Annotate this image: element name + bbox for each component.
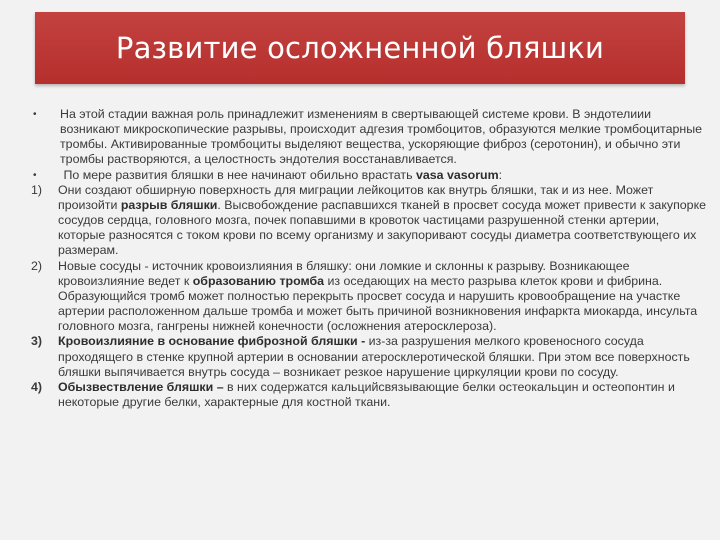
number-marker: 3): [31, 334, 43, 349]
number-marker: 4): [31, 379, 43, 394]
item-text-post: из-за разрушения мелкого кровеносного сосуда проходящего в стенке крупной артерии в основании атеросклеротической бляшки. При этом все поверхность бляшки выпячивается внутрь сосуда – возникает резкое нарушение циркуляции крови по сосуду.: [58, 334, 690, 379]
number-marker: 2): [31, 258, 43, 273]
item-text: [60, 168, 707, 183]
number-marker: 1): [31, 182, 43, 197]
list-item: [31, 334, 707, 379]
item-text-pre: Новые сосуды - источник кровоизлияния в бляшку: они ломкие и склонны к разрыву. Возникающее кровоизлияние ведет к: [58, 258, 630, 288]
item-text: [58, 380, 707, 410]
item-text: [58, 334, 707, 379]
item-text-post: из оседающих на место разрыва клеток крови и фибрина. Образующийся тромб может полностью перекрыть просвет сосуда и нарушить кровообращение на участке артерии расположенном дальше тромба и может быть причиной возникновения инфаркта миокарда, инсульта головного мозга, гангрены нижней конечности (осложнения атеросклероза).: [58, 273, 698, 334]
item-text-pre: Они создают обширную поверхность для миграции лейкоцитов как внутрь бляшки, так и из нее. Может произойти: [58, 182, 654, 212]
title-banner: [35, 12, 685, 84]
item-text: [58, 183, 707, 259]
item-text-bold: Обызвествление бляшки –: [58, 379, 228, 394]
item-text-bold: образованию тромба: [192, 273, 325, 288]
item-text: [58, 259, 707, 335]
item-text-post: :: [498, 167, 503, 182]
item-text-post: в них содержатся кальцийсвязывающие белки остеокальцин и остеопонтин и некоторые другие белки, характерные для костной ткани.: [58, 379, 675, 409]
slide-title: Развитие осложненной бляшки: [115, 31, 605, 65]
list-item: [31, 168, 707, 183]
item-text: На этой стадии важная роль принадлежит изменениям в свертывающей системе крови. В эндотелиии возникают микроскопические разрывы, происходит адгезия тромбоцитов, образуются мелкие тромбоцитарные тромбы. Активированные тромбоциты выделяют вещества, ускоряющие фиброз (серотонин), и обычно эти тромбы растворяются, а целостность эндотелия восстанавливается.: [60, 107, 702, 167]
bullet-marker: •: [33, 169, 37, 181]
item-text-post: . Высвобождение распавшихся тканей в просвет сосуда может привести к закупорке сосудов сердца, головного мозга, почек попавшими в кровоток частицами разрушенной стенки артерии, которые разносятся с током крови по всему организму и закупоривают сосуды диаметра соответствующего их размерам.: [58, 197, 707, 258]
list-item: [31, 380, 707, 410]
item-text-bold: vasa vasorum: [415, 167, 499, 182]
item-text-bold: Кровоизлияние в основание фиброзной бляшки -: [58, 334, 369, 349]
list-item: [31, 259, 707, 335]
list-item: [31, 183, 707, 259]
item-text-bold: разрыв бляшки: [120, 197, 218, 212]
item-text-pre: По мере развития бляшки в нее начинают обильно врастать: [60, 167, 416, 182]
slide-content: [31, 107, 707, 410]
bullet-marker: •: [33, 109, 37, 120]
list-item: [31, 107, 707, 168]
